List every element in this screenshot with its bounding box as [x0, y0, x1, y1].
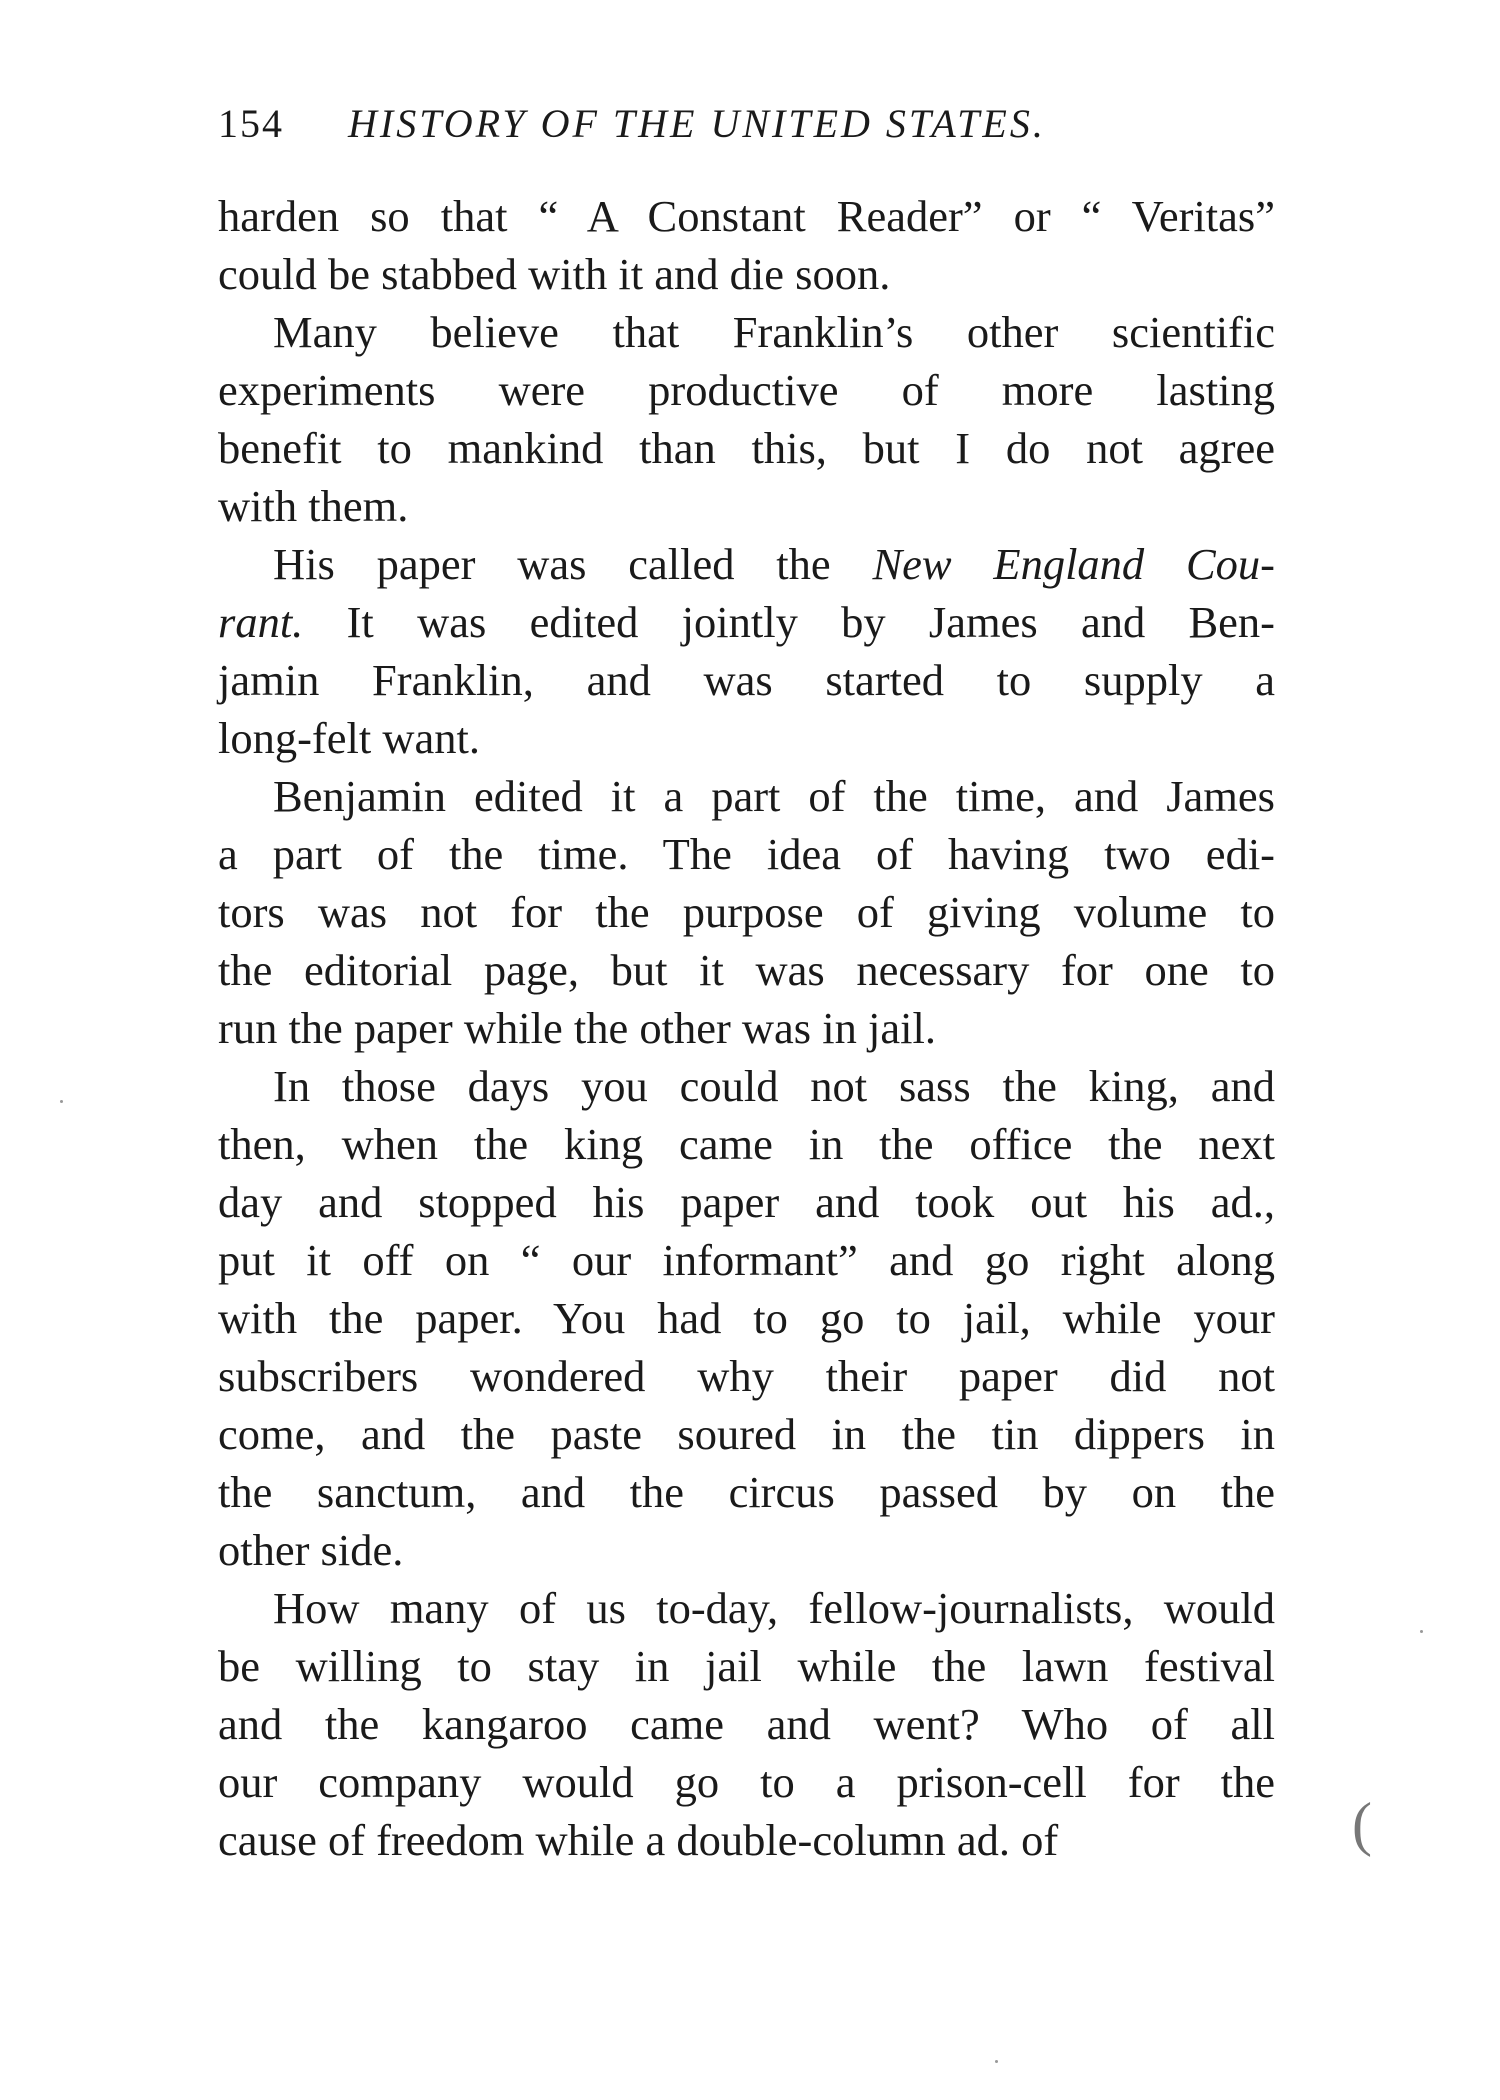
text-line [218, 593, 1275, 651]
text-line: Many believe that Franklin’s other scientific [273, 307, 1275, 357]
text-line: jamin Franklin, and was started to supply a [218, 655, 1275, 705]
text-line: come, and the paste soured in the tin dippers in [218, 1409, 1275, 1459]
text-line: other side. [218, 1525, 404, 1575]
text-line: harden so that “ A Constant Reader” or “ Veritas” [218, 191, 1275, 241]
italic-title: New England Cou- [872, 539, 1275, 589]
text-line: experiments were productive of more lasting [218, 365, 1275, 415]
text-line: Benjamin edited it a part of the time, and James [273, 771, 1275, 821]
text-line: could be stabbed with it and die soon. [218, 249, 891, 299]
text-line: a part of the time. The idea of having two edi- [218, 829, 1275, 879]
italic-title: rant. [218, 597, 304, 647]
scan-speck [995, 2060, 998, 2063]
text-segment: It was edited jointly by James and Ben- [303, 597, 1275, 647]
text-line: our company would go to a prison-cell for the [218, 1757, 1275, 1807]
margin-mark: ( [1352, 1791, 1372, 1857]
text-line: be willing to stay in jail while the lawn festival [218, 1641, 1275, 1691]
text-line: the sanctum, and the circus passed by on the [218, 1467, 1275, 1517]
scan-speck [1420, 1630, 1423, 1633]
text-line: with the paper. You had to go to jail, while your [218, 1293, 1275, 1343]
text-line [218, 535, 1275, 593]
text-line: In those days you could not sass the king, and [273, 1061, 1275, 1111]
text-line: and the kangaroo came and went? Who of all [218, 1699, 1275, 1749]
text-segment: His paper was called the [273, 539, 873, 589]
text-line: with them. [218, 481, 409, 531]
text-line: subscribers wondered why their paper did not [218, 1351, 1275, 1401]
page-header [218, 100, 1278, 150]
text-line: tors was not for the purpose of giving volume to [218, 887, 1275, 937]
text-line: benefit to mankind than this, but I do not agree [218, 423, 1275, 473]
text-line: run the paper while the other was in jail. [218, 1003, 936, 1053]
text-line: day and stopped his paper and took out his ad., [218, 1177, 1275, 1227]
page-number: 154 [218, 101, 284, 146]
text-line: put it off on “ our informant” and go right along [218, 1235, 1275, 1285]
text-line: How many of us to-day, fellow-journalists, would [273, 1583, 1275, 1633]
text-line: then, when the king came in the office the next [218, 1119, 1275, 1169]
scan-speck [60, 1100, 63, 1103]
text-line: long-felt want. [218, 713, 480, 763]
text-line: the editorial page, but it was necessary for one to [218, 945, 1275, 995]
running-title: HISTORY OF THE UNITED STATES. [348, 101, 1046, 146]
body-text [218, 187, 1275, 1869]
text-line: cause of freedom while a double-column ad. of [218, 1815, 1059, 1865]
